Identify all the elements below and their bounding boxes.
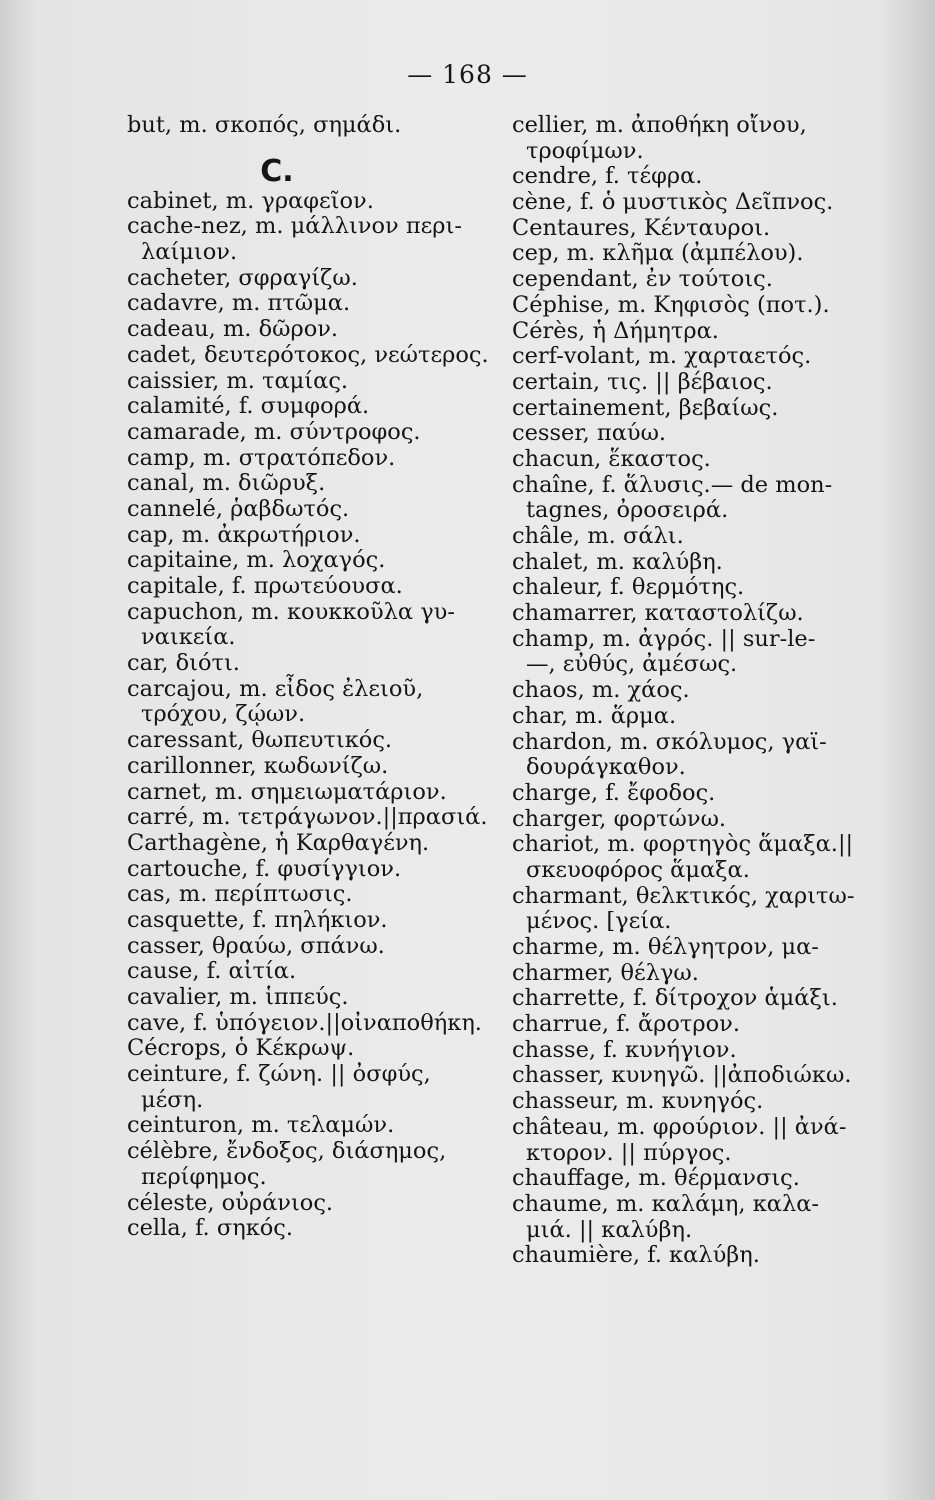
dictionary-entry: cannelé, ῥαβδωτός. — [127, 495, 350, 522]
dictionary-entry: chaume, m. καλάμη, καλα- — [512, 1190, 820, 1217]
dictionary-entry: célèbre, ἔνδοξος, διάσημος, — [127, 1138, 447, 1165]
entry-continuation: μιά. || καλύβη. — [526, 1216, 693, 1243]
dictionary-entry: cas, m. περίπτωσις. — [127, 881, 353, 908]
dictionary-entry: certainement, βεβαίως. — [512, 394, 779, 421]
dictionary-entry: carcajou, m. εἶδος ἐλειοῦ, — [127, 675, 424, 702]
dictionary-entry: chaleur, f. θερμότης. — [512, 574, 745, 601]
dictionary-entry: chauffage, m. θέρμανσις. — [512, 1165, 800, 1192]
entry-continuation: —, εὐθύς, ἀμέσως. — [526, 651, 738, 678]
dictionary-entry: ceinture, f. ζώνη. || ὀσφύς, — [127, 1061, 431, 1088]
dictionary-entry: cavalier, m. ἱππεύς. — [127, 984, 349, 1010]
dictionary-entry: Céphise, m. Κηφισὸς (ποτ.). — [512, 291, 830, 318]
dictionary-entry: cause, f. αἰτία. — [127, 958, 297, 985]
dictionary-entry: caissier, m. ταμίας. — [127, 367, 349, 394]
dictionary-entry: charger, φορτώνω. — [512, 805, 727, 832]
entry-continuation: κτορον. || πύργος. — [526, 1139, 732, 1166]
dictionary-entry: chamarrer, καταστολίζω. — [512, 600, 804, 627]
dictionary-entry: cabinet, m. γραφεῖον. — [127, 187, 374, 214]
dictionary-entry: chaumière, f. καλύβη. — [512, 1242, 760, 1269]
entry-continuation: μέση. — [141, 1086, 204, 1113]
dictionary-entry: cep, m. κλῆμα (ἀμπέλου). — [512, 240, 804, 267]
dictionary-entry: chacun, ἕκαστος. — [512, 445, 711, 472]
entry-continuation: τροφίμων. — [526, 137, 644, 164]
dictionary-entry: Carthagène, ἡ Καρθαγένη. — [127, 829, 430, 856]
dictionary-entry: carillonner, κωδωνίζω. — [127, 752, 389, 779]
dictionary-entry: charmant, θελκτικός, χαριτω- — [512, 882, 855, 909]
dictionary-entry: capitaine, m. λοχαγός. — [127, 547, 386, 574]
dictionary-entry: château, m. φρούριον. || ἀνά- — [512, 1113, 847, 1140]
dictionary-entry: Cécrops, ὁ Κέκρωψ. — [127, 1035, 355, 1062]
entry-continuation: μένος. [γεία. — [526, 908, 672, 935]
left-column — [127, 112, 489, 1242]
dictionary-entry: camp, m. στρατόπεδον. — [127, 444, 396, 471]
right-column — [512, 112, 855, 1269]
dictionary-entry: champ, m. ἀγρός. || sur-le- — [512, 625, 816, 652]
dictionary-entry: chaîne, f. ἅλυσις.— de mon- — [512, 471, 833, 498]
dictionary-entry: camarade, m. σύντροφος. — [127, 418, 421, 445]
dictionary-entry: carré, m. τετράγωνον.||πρασιά. — [127, 804, 488, 831]
page-number: — 168 — — [407, 60, 528, 89]
dictionary-entry: certain, τις. || βέβαιος. — [512, 368, 773, 395]
dictionary-entry: charrette, f. δίτροχον ἁμάξι. — [512, 985, 838, 1012]
dictionary-entry: cène, f. ὁ μυστικὸς Δεῖπνος. — [512, 189, 834, 216]
dictionary-entry: cerf-volant, m. χαρταετός. — [512, 343, 812, 370]
entry-continuation: λαίμιον. — [141, 239, 238, 266]
dictionary-entry: Centaures, Κένταυροι. — [512, 214, 771, 241]
dictionary-entry: chalet, m. καλύβη. — [512, 548, 723, 575]
dictionary-entry: but, m. σκοπός, σημάδι. — [127, 112, 402, 138]
dictionary-entry: cap, m. ἀκρωτήριον. — [127, 521, 361, 548]
dictionary-entry: capuchon, m. κουκκοῦλα γυ- — [127, 598, 455, 625]
dictionary-entry: charmer, θέλγω. — [512, 959, 699, 986]
dictionary-entry: cartouche, f. φυσίγγιον. — [127, 855, 402, 882]
entry-continuation: περίφημος. — [141, 1163, 267, 1190]
dictionary-entry: chaos, m. χάος. — [512, 677, 690, 704]
dictionary-entry: canal, m. διῶρυξ. — [127, 470, 326, 497]
dictionary-entry: céleste, οὐράνιος. — [127, 1189, 334, 1216]
dictionary-entry: Cérès, ἡ Δήμητρα. — [512, 317, 719, 344]
dictionary-entry: cella, f. σηκός. — [127, 1215, 294, 1242]
dictionary-entry: charme, m. θέλγητρον, μα- — [512, 934, 819, 960]
dictionary-entry: chasse, f. κυνήγιον. — [512, 1036, 737, 1063]
entry-continuation: ναικεία. — [141, 624, 236, 651]
dictionary-entry: chariot, m. φορτηγὸς ἅμαξα.|| — [512, 831, 854, 858]
dictionary-entry: charge, f. ἔφοδος. — [512, 779, 716, 806]
dictionary-entry: cadet, δευτερότοκος, νεώτερος. — [127, 341, 489, 368]
entry-continuation: τρόχου, ζῴων. — [141, 701, 306, 728]
dictionary-entry: caressant, θωπευτικός. — [127, 727, 393, 754]
dictionary-entry: châle, m. σάλι. — [512, 523, 684, 549]
dictionary-entry: chasseur, m. κυνηγός. — [512, 1088, 764, 1115]
dictionary-entry: cellier, m. ἀποθήκη οἴνου, — [512, 112, 807, 138]
dictionary-entry: car, διότι. — [127, 650, 240, 677]
dictionary-entry: carnet, m. σημειωματάριον. — [127, 778, 447, 805]
entry-continuation: tagnes, ὀροσειρά. — [526, 497, 729, 524]
entry-continuation: δουράγκαθον. — [526, 754, 686, 781]
dictionary-entry: cache-nez, m. μάλλινον περι- — [127, 213, 462, 240]
dictionary-entry: chasser, κυνηγῶ. ||ἀποδιώκω. — [512, 1062, 852, 1089]
dictionary-entry: capitale, f. πρωτεύουσα. — [127, 573, 403, 599]
dictionary-entry: ceinturon, m. τελαμών. — [127, 1112, 395, 1139]
dictionary-entry: casser, θραύω, σπάνω. — [127, 932, 385, 959]
dictionary-entry: chardon, m. σκόλυμος, γαϊ- — [512, 728, 827, 755]
dictionary-entry: charrue, f. ἄροτρον. — [512, 1011, 740, 1038]
dictionary-entry: cadeau, m. δῶρον. — [127, 316, 339, 343]
dictionary-entry: casquette, f. πηλήκιον. — [127, 906, 388, 933]
dictionary-entry: cesser, παύω. — [512, 420, 667, 447]
dictionary-entry: cave, f. ὑπόγειον.||οἰναποθήκη. — [127, 1009, 482, 1036]
dictionary-entry: calamité, f. συμφορά. — [127, 393, 370, 420]
section-heading: C. — [260, 153, 294, 189]
dictionary-entry: char, m. ἅρμα. — [512, 702, 677, 729]
entry-continuation: σκευοφόρος ἅμαξα. — [526, 856, 750, 883]
dictionary-entry: cacheter, σφραγίζω. — [127, 264, 358, 291]
dictionary-entry: cependant, ἐν τούτοις. — [512, 266, 773, 293]
dictionary-entry: cendre, f. τέφρα. — [512, 163, 703, 190]
dictionary-entry: cadavre, m. πτῶμα. — [127, 290, 351, 317]
